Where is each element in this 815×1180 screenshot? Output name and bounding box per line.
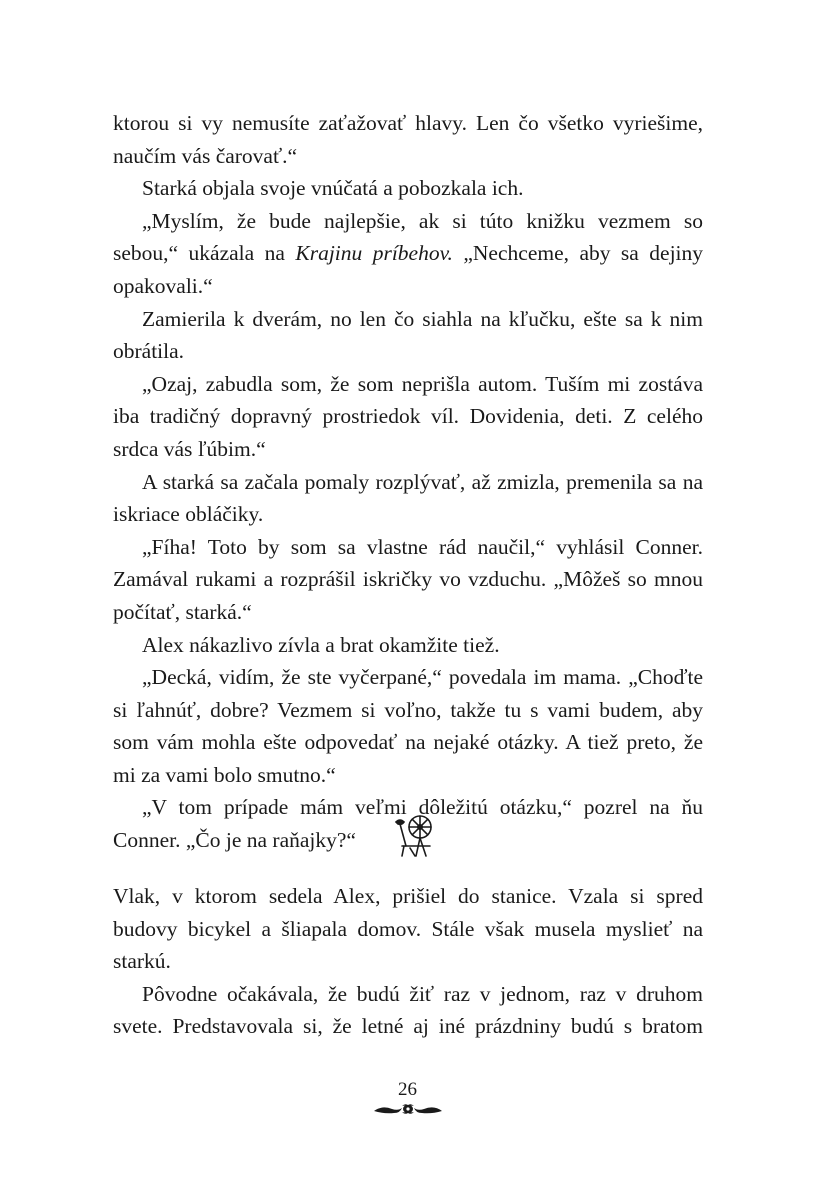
- paragraph-4: Zamierila k dverám, no len čo siahla na kľučku, ešte sa k nim obrátila.: [113, 306, 703, 364]
- paragraph-1: ktorou si vy nemusíte zaťažovať hlavy. Len čo všetko vyriešime, naučím vás čarovať.“: [113, 111, 703, 168]
- spinning-wheel-icon: [390, 812, 438, 860]
- paragraph-12: Pôvodne očakávala, že budú žiť raz v jednom, raz v druhom svete. Predstavovala si, že letné aj iné prázdniny budú s bratom: [113, 981, 703, 1039]
- chapter-text-bottom: [113, 880, 703, 1043]
- chapter-text-top: [113, 107, 703, 857]
- paragraph-3: [113, 205, 703, 303]
- paragraph-3-pre: „Myslím, že bude najlepšie, ak si túto knižku vezmem so sebou,“ ukázala na: [113, 208, 703, 266]
- paragraph-5: „Ozaj, zabudla som, že som neprišla autom. Tuším mi zostáva iba tradičný dopravný prostriedok víl. Dovidenia, deti. Z celého srdca vás ľúbim.“: [113, 371, 703, 461]
- paragraph-9: „Decká, vidím, že ste vyčerpané,“ povedala im mama. „Choďte si ľahnúť, dobre? Vezmem si voľno, takže tu s vami budem, aby som vám mohla ešte odpovedať na nejaké otázky. A tiež preto, že mi za vami bolo smutno.“: [113, 665, 703, 787]
- paragraph-11: Vlak, v ktorom sedela Alex, prišiel do stanice. Vzala si spred budovy bicykel a šliapala domov. Stále však musela myslieť na starkú.: [113, 884, 703, 974]
- paragraph-2: Starká objala svoje vnúčatá a pobozkala ich.: [142, 176, 524, 201]
- flourish-icon: [372, 1102, 444, 1116]
- paragraph-10: „V tom prípade mám veľmi dôležitú otázku,“ pozrel na ňu Conner. „Čo je na raňajky?“: [113, 795, 703, 853]
- page-number: 26: [398, 1079, 417, 1100]
- paragraph-8: Alex nákazlivo zívla a brat okamžite tiež.: [142, 632, 500, 657]
- paragraph-6: A starká sa začala pomaly rozplývať, až zmizla, premenila sa na iskriace obláčiky.: [113, 469, 703, 527]
- paragraph-3-post: „Nechceme, aby sa dejiny opakovali.“: [113, 241, 704, 298]
- book-title-italic: Krajinu príbehov.: [295, 241, 453, 266]
- paragraph-7: „Fíha! Toto by som sa vlastne rád naučil,“ vyhlásil Conner. Zamával rukami a rozprášil iskričky vo vzduchu. „Môžeš so mnou počítať, starká.“: [113, 534, 703, 624]
